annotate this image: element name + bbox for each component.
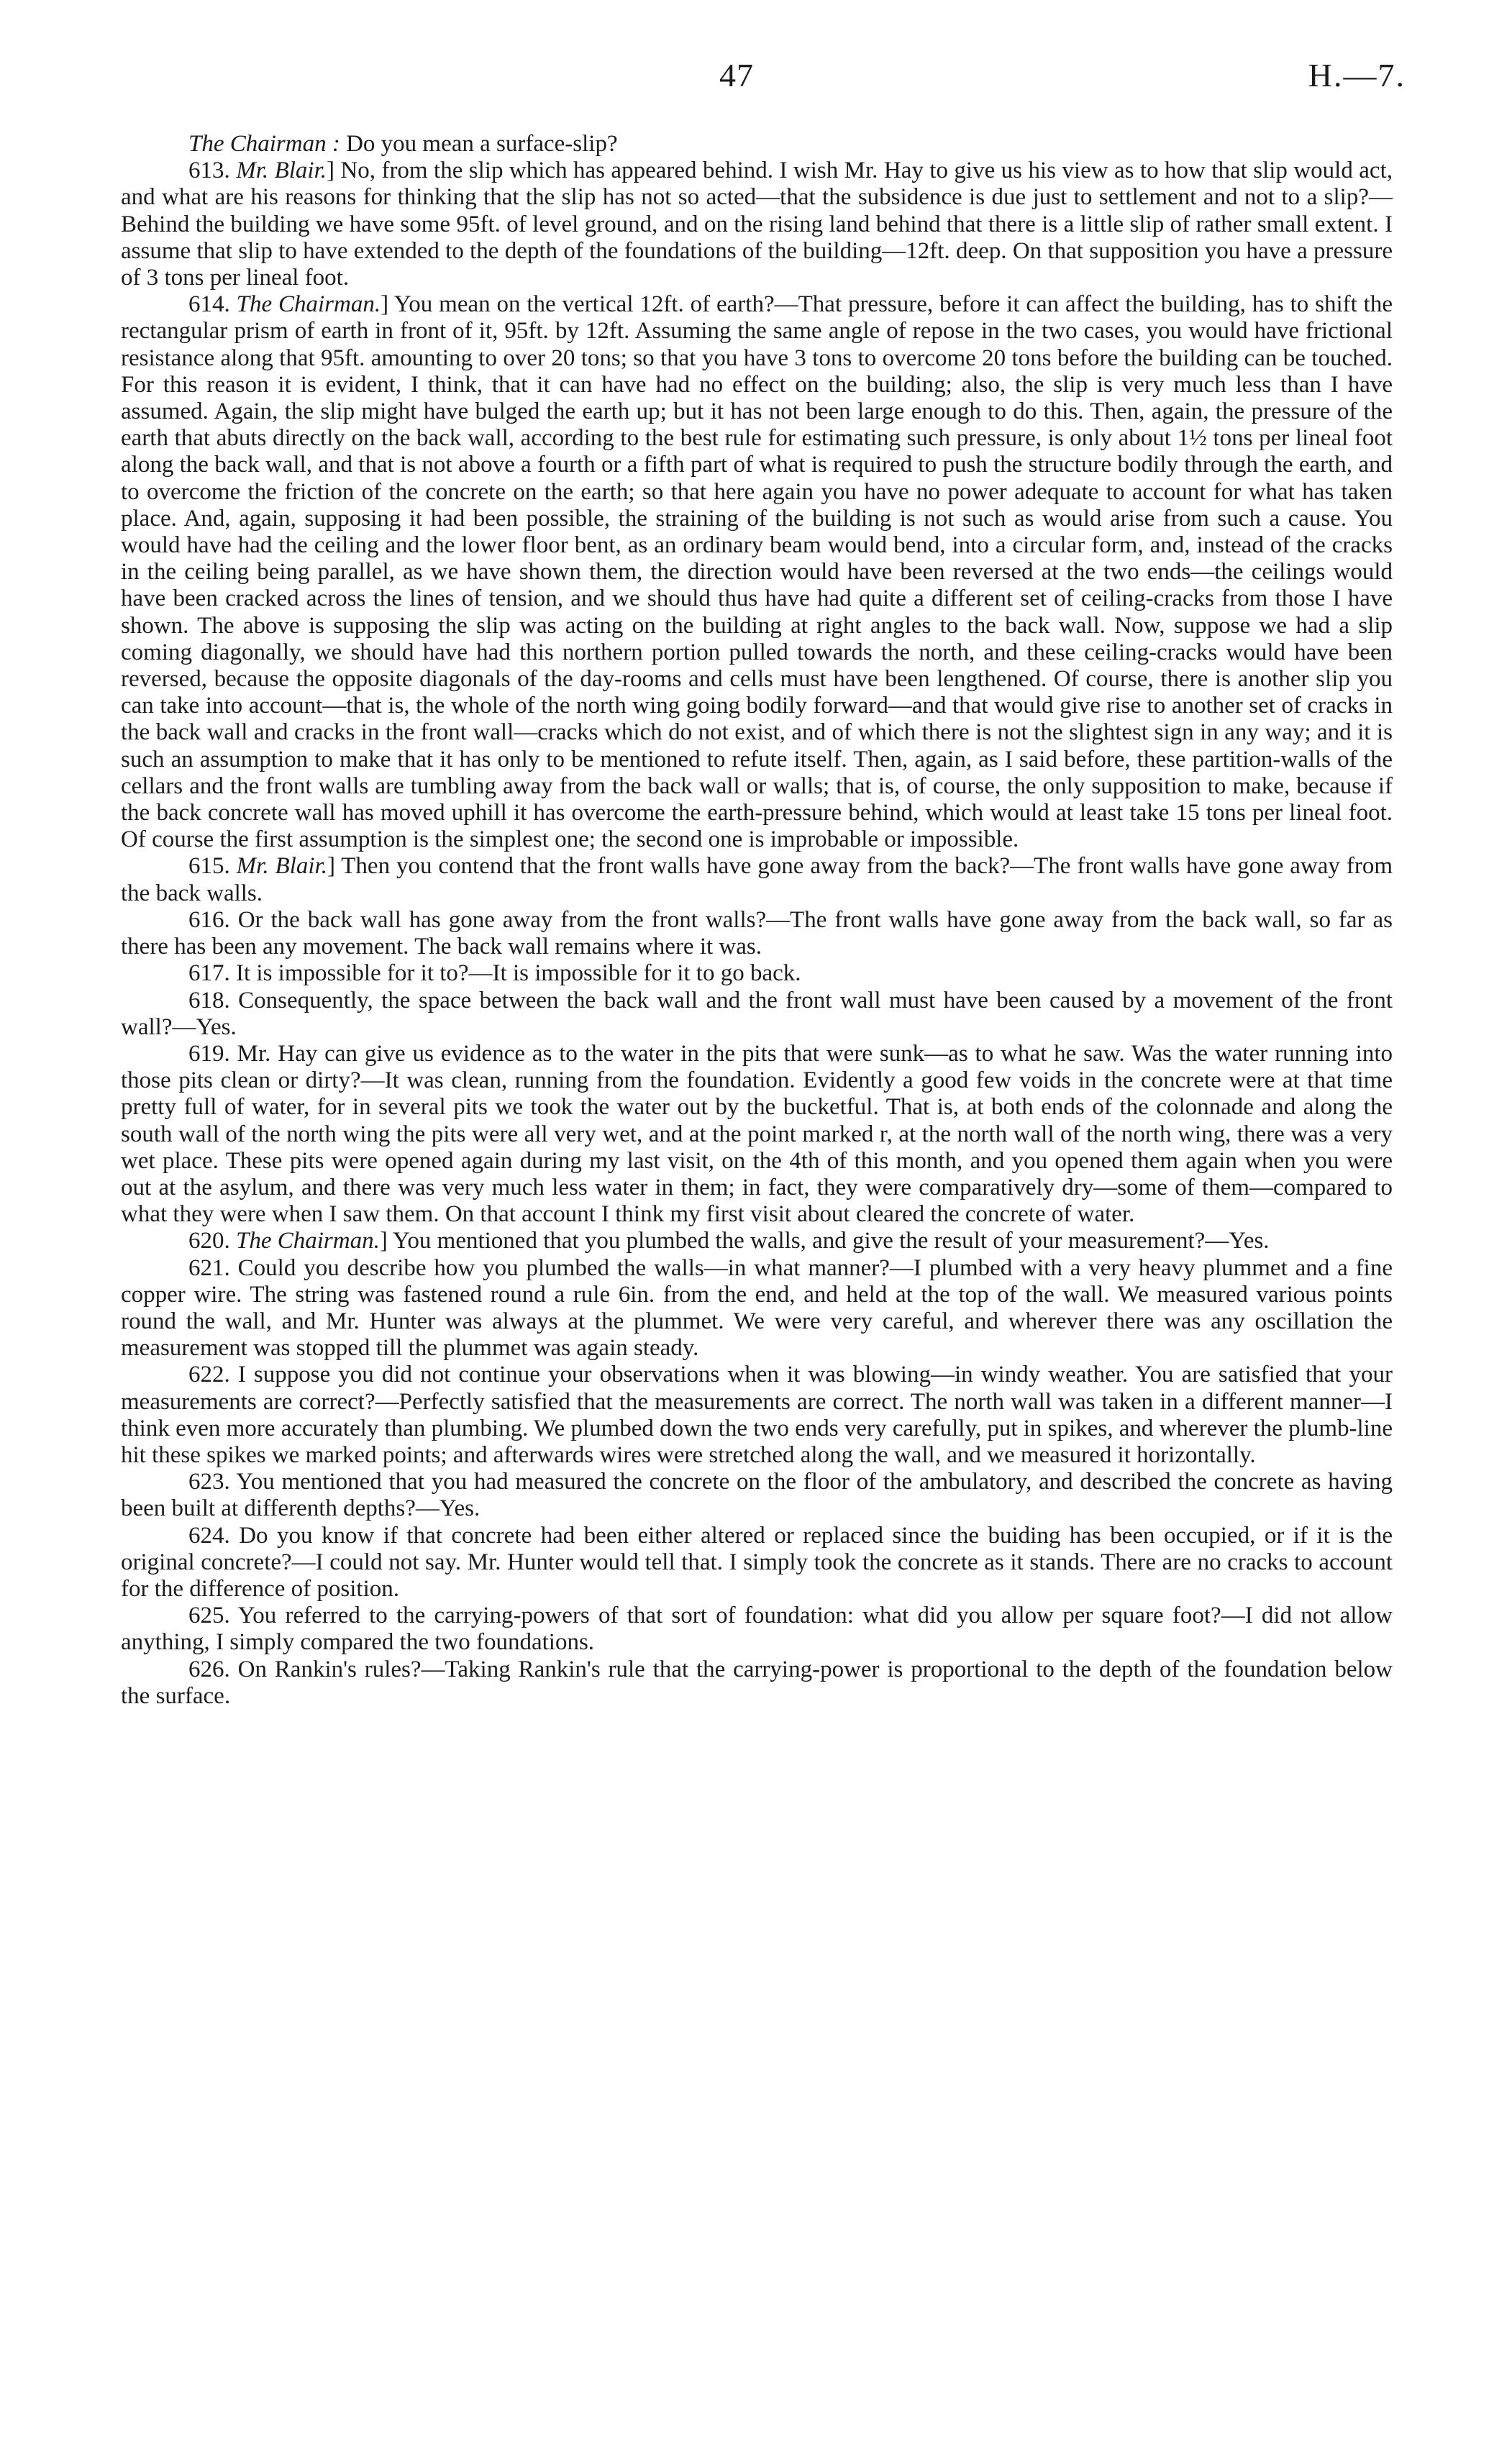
paragraph-620 xyxy=(121,1228,1393,1254)
paragraph-text: It is impossible for it to?—It is impossible for it to go back. xyxy=(236,960,801,987)
paragraph-text: You mentioned that you had measured the concrete on the floor of the ambulatory, and described the concrete as having been built at differenth depths?—Yes. xyxy=(121,1469,1393,1522)
question-number: 614. xyxy=(188,291,237,318)
paragraph-text: Or the back wall has gone away from the front walls?—The front walls have gone away from the back wall, so far as there has been any movement. The back wall remains where it was. xyxy=(121,906,1393,960)
paragraph-text: ] No, from the slip which has appeared behind. I wish Mr. Hay to give us his view as to how that slip would act, and what are his reasons for thinking that the slip has not so acted—that the subsidence is due just to settlement and not to a slip?—Behind the building we have some 95ft. of level ground, and on the rising land behind that there is a little slip of rather small extent. I assume that slip to have extended to the depth of the foundations of the building—12ft. deep. On that supposition you have a pressure of 3 tons per lineal foot. xyxy=(121,158,1393,291)
speaker-label: The Chairman. xyxy=(236,291,381,318)
question-number: 624. xyxy=(188,1522,240,1549)
question-number: 626. xyxy=(188,1656,238,1682)
question-number: 622. xyxy=(188,1362,238,1388)
paragraph-621 xyxy=(121,1255,1393,1362)
paragraph-626 xyxy=(121,1657,1393,1710)
question-number: 613. xyxy=(188,158,237,184)
speaker-label: Mr. Blair. xyxy=(236,853,327,880)
paragraph-613 xyxy=(121,158,1393,291)
question-number: 616. xyxy=(188,906,238,933)
question-number: 617. xyxy=(188,960,236,987)
paragraph-616 xyxy=(121,907,1393,960)
paragraph-624 xyxy=(121,1523,1393,1603)
paragraph-615 xyxy=(121,853,1393,906)
paragraph-text: You referred to the carrying-powers of that sort of foundation: what did you allow per square foot?—I did not allow anything, I simply compared the two foundations. xyxy=(121,1603,1393,1656)
question-number: 625. xyxy=(188,1603,238,1629)
paragraph-text: Mr. Hay can give us evidence as to the water in the pits that were sunk—as to what he saw. Was the water running into those pits clean or dirty?—It was clean, running from the foundation. Evidently a good few voids in the concrete were at that time pretty full of water, for in several pits we took the water out by the bucketful. That is, at both ends of the colonnade and along the south wall of the north wing the pits were all very wet, and at the point marked r, at the north wall of the north wing, there was a very wet place. These pits were opened again during my last visit, on the 4th of this month, and you opened them again when you were out at the asylum, and there was very much less water in them; in fact, they were comparatively dry—some of them—compared to what they were when I saw them. On that account I think my first visit about cleared the concrete of water. xyxy=(121,1040,1393,1228)
paragraph-618 xyxy=(121,988,1393,1041)
paragraph-text: I suppose you did not continue your observations when it was blowing—in windy weather. You are satisfied that your measurements are correct?—Perfectly satisfied that the measurements are correct. The north wall was taken in a different manner—I think even more accurately than plumbing. We plumbed down the two ends very carefully, put in spikes, and wherever the plumb-line hit these spikes we marked points; and afterwards wires were stretched along the wall, and we measured it horizontally. xyxy=(121,1362,1393,1468)
question-number: 619. xyxy=(188,1040,237,1067)
paragraph-text: Do you mean a surface-slip? xyxy=(340,131,618,157)
question-number: 623. xyxy=(188,1469,237,1495)
paragraph-623 xyxy=(121,1469,1393,1522)
document-reference: H.—7. xyxy=(1308,57,1406,94)
evidence-body xyxy=(121,131,1393,1710)
speaker-label: The Chairman. xyxy=(236,1228,380,1254)
paragraph-text: On Rankin's rules?—Taking Rankin's rule that the carrying-power is proportional to the depth of the foundation below the surface. xyxy=(121,1656,1393,1709)
speaker-label: The Chairman : xyxy=(188,131,340,157)
question-number: 618. xyxy=(188,987,239,1013)
paragraph-617 xyxy=(121,960,1393,987)
paragraph-text: Do you know if that concrete had been either altered or replaced since the buiding has been occupied, or if it is the original concrete?—I could not say. Mr. Hunter would tell that. I simply took the concrete as it stands. There are no cracks to account for the difference of position. xyxy=(121,1522,1393,1602)
question-number: 620. xyxy=(188,1228,236,1254)
paragraph-text: ] Then you contend that the front walls have gone away from the back?—The front walls have gone away from the back walls. xyxy=(121,853,1393,906)
paragraph-text: ] You mentioned that you plumbed the walls, and give the result of your measurement?—Yes. xyxy=(379,1228,1270,1254)
question-number: 621. xyxy=(188,1254,238,1281)
paragraph-chairman-question xyxy=(121,131,1393,158)
paragraph-text: Consequently, the space between the back wall and the front wall must have been caused by a movement of the front wall?—Yes. xyxy=(121,987,1393,1040)
paragraph-625 xyxy=(121,1603,1393,1656)
question-number: 615. xyxy=(188,853,237,880)
paragraph-622 xyxy=(121,1362,1393,1469)
paragraph-text: Could you describe how you plumbed the walls—in what manner?—I plumbed with a very heavy plummet and a fine copper wire. The string was fastened round a rule 6in. from the end, and held at the top of the wall. We measured various points round the wall, and Mr. Hunter was always at the plummet. We were very careful, and wherever there was any oscillation the measurement was stopped till the plummet was again steady. xyxy=(121,1254,1393,1362)
paragraph-619 xyxy=(121,1041,1393,1228)
page-number: 47 xyxy=(719,57,754,94)
speaker-label: Mr. Blair. xyxy=(236,158,327,184)
paragraph-614 xyxy=(121,291,1393,853)
paragraph-text: ] You mean on the vertical 12ft. of earth?—That pressure, before it can affect the building, has to shift the rectangular prism of earth in front of it, 95ft. by 12ft. Assuming the same angle of repose in the two cases, you would have frictional resistance along that 95ft. amounting to over 20 tons; so that you have 3 tons to overcome 20 tons before the building can be touched. For this reason it is evident, I think, that it can have had no effect on the building; also, the slip is very much less than I have assumed. Again, the slip might have bulged the earth up; but it has not been large enough to do this. Then, again, the pressure of the earth that abuts directly on the back wall, according to the best rule for estimating such pressure, is only about 1½ tons per lineal foot along the back wall, and that is not above a fourth or a fifth part of what is required to push the structure bodily through the earth, and to overcome the friction of the concrete on the earth; so that here again you have no power adequate to account for what has taken place. And, again, supposing it had been possible, the straining of the building is not such as would arise from such a cause. You would have had the ceiling and the lower floor bent, as an ordinary beam would bend, into a circular form, and, instead of the cracks in the ceiling being parallel, as we have shown them, the direction would have been reversed at the two ends—the ceilings would have been cracked across the lines of tension, and we should thus have had quite a different set of ceiling-cracks from those I have shown. The above is supposing the slip was acting on the building at right angles to the back wall. Now, suppose we had a slip coming diagonally, we should have had this northern portion pulled towards the north, and these ceiling-cracks would have been reversed, because the opposite diagonals of the day-rooms and cells must have been lengthened. Of course, there is another slip you can take into account—that is, the whole of the north wing going bodily forward—and that would give rise to another set of cracks in the back wall and cracks in the front wall—cracks which do not exist, and of which there is not the slightest sign in any way; and it is such an assumption to make that it has only to be mentioned to refute itself. Then, again, as I said before, these partition-walls of the cellars and the front walls are tumbling away from the back wall or walls; that is, of course, the only supposition to make, because if the back concrete wall has moved uphill it has overcome the earth-pressure behind, which would at least take 15 tons per lineal foot. Of course the first assumption is the simplest one; the second one is improbable or impossible. xyxy=(121,291,1393,853)
